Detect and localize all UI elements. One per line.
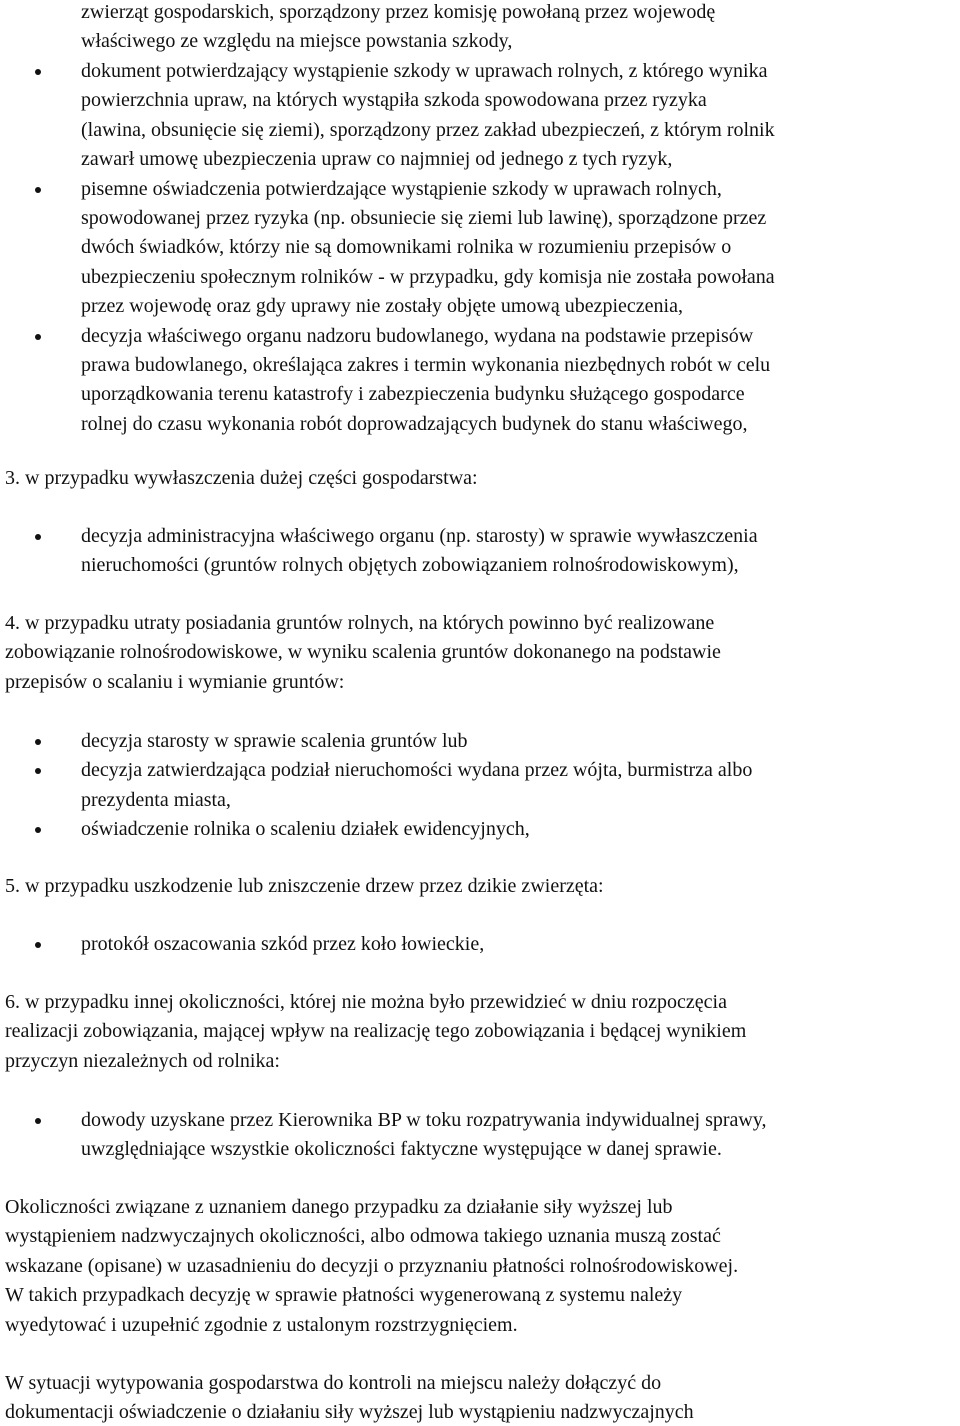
list-item	[81, 930, 484, 959]
heading-line: zobowiązanie rolnośrodowiskowe, w wyniku scalenia gruntów dokonanego na podstawie	[5, 641, 721, 664]
text-line: (lawina, obsunięcie się ziemi), sporządzony przez zakład ubezpieczeń, z którym rolnik	[81, 118, 775, 141]
heading-line: realizacji zobowiązania, mającej wpływ na realizację tego zobowiązania i będącej wynikiem	[5, 1020, 747, 1043]
list-item	[81, 322, 775, 440]
section5-bullet-list	[81, 930, 484, 959]
text-line: decyzja starosty w sprawie scalenia gruntów lub	[81, 730, 468, 752]
text-line: zwierząt gospodarskich, sporządzony przez komisję powołaną przez wojewodę	[81, 1, 716, 23]
text-line: uwzględniające wszystkie okoliczności faktyczne występujące w danej sprawie.	[81, 1138, 722, 1161]
heading-line: 4. w przypadku utraty posiadania gruntów rolnych, na których powinno być realizowane	[5, 612, 715, 634]
text-line: pisemne oświadczenia potwierdzające wystąpienie szkody w uprawach rolnych,	[81, 177, 722, 200]
bullet-icon	[35, 69, 41, 75]
text-line: W sytuacji wytypowania gospodarstwa do kontroli na miejscu należy dołączyć do	[5, 1372, 662, 1394]
paragraph-inspection	[5, 1369, 694, 1426]
section2-bullet-list	[81, 57, 775, 439]
text-line: dokument potwierdzający wystąpienie szkody w uprawach rolnych, z którego wynika	[81, 60, 768, 82]
heading-line: przyczyn niezależnych od rolnika:	[5, 1049, 280, 1072]
text-line: nieruchomości (gruntów rolnych objętych zobowiązaniem rolnośrodowiskowym),	[81, 554, 739, 577]
text-line: W takich przypadkach decyzję w sprawie płatności wygenerowaną z systemu należy	[5, 1284, 683, 1307]
text-line: rolnej do czasu wykonania robót doprowadzających budynek do stanu właściwego,	[81, 412, 748, 435]
text-line: protokół oszacowania szkód przez koło łowieckie,	[81, 933, 485, 955]
text-line: ubezpieczeniu społecznym rolników - w przypadku, gdy komisja nie została powołana	[81, 265, 775, 288]
text-line: decyzja właściwego organu nadzoru budowlanego, wydana na podstawie przepisów	[81, 324, 754, 347]
text-line: dwóch świadków, którzy nie są domownikami rolnika w rozumieniu przepisów o	[81, 236, 732, 259]
list-item	[81, 57, 775, 175]
heading-line: 6. w przypadku innej okoliczności, której nie można było przewidzieć w dniu rozpoczęcia	[5, 991, 727, 1013]
section6-bullet-list	[81, 1106, 767, 1165]
bullet-icon	[35, 534, 41, 540]
text-line: prezydenta miasta,	[81, 788, 231, 811]
list-item	[81, 727, 752, 756]
heading-line: 5. w przypadku uszkodzenie lub zniszczenie drzew przez dzikie zwierzęta:	[5, 875, 604, 897]
section3-heading	[5, 464, 478, 493]
text-line: zawarł umowę ubezpieczenia upraw co najmniej od jednego z tych ryzyk,	[81, 148, 673, 171]
text-line: uporządkowania terenu katastrofy i zabezpieczenia budynku służącego gospodarce	[81, 383, 745, 406]
bullet-icon	[35, 334, 41, 340]
bullet-icon	[35, 942, 41, 948]
text-line: przez wojewodę oraz gdy uprawy nie zostały objęte umową ubezpieczenia,	[81, 295, 683, 318]
text-line: wyedytować i uzupełnić zgodnie z ustalonym rozstrzygnięciem.	[5, 1313, 518, 1336]
list-item	[81, 756, 752, 815]
heading-line: przepisów o scalaniu i wymianie gruntów:	[5, 670, 345, 693]
text-line: dokumentacji oświadczenie o działaniu siły wyższej lub wystąpieniu nadzwyczajnych	[5, 1401, 694, 1424]
section3-bullet-list	[81, 522, 758, 581]
text-line: prawa budowlanego, określająca zakres i termin wykonania niezbędnych robót w celu	[81, 354, 771, 377]
text-line: właściwego ze względu na miejsce powstania szkody,	[81, 30, 513, 53]
bullet-icon	[35, 739, 41, 745]
bullet-icon	[35, 827, 41, 833]
heading-line: 3. w przypadku wywłaszczenia dużej części gospodarstwa:	[5, 467, 478, 489]
text-line: wystąpieniem nadzwyczajnych okoliczności, albo odmowa takiego uznania muszą zostać	[5, 1225, 721, 1248]
text-line: decyzja administracyjna właściwego organu (np. starosty) w sprawie wywłaszczenia	[81, 525, 758, 547]
section4-bullet-list	[81, 727, 752, 845]
text-line: decyzja zatwierdzająca podział nieruchomości wydana przez wójta, burmistrza albo	[81, 759, 753, 782]
text-line: spowodowanej przez ryzyka (np. obsuniecie się ziemi lub lawinę), sporządzone przez	[81, 207, 767, 230]
text-line: dowody uzyskane przez Kierownika BP w toku rozpatrywania indywidualnej sprawy,	[81, 1109, 767, 1131]
list-item	[81, 522, 758, 581]
list-item	[81, 815, 752, 844]
list-item	[81, 175, 775, 322]
text-line: Okoliczności związane z uznaniem danego przypadku za działanie siły wyższej lub	[5, 1196, 673, 1218]
text-line: wskazane (opisane) w uzasadnieniu do decyzji o przyznaniu płatności rolnośrodowiskowej.	[5, 1254, 739, 1277]
paragraph-force-majeure	[5, 1193, 738, 1340]
bullet-icon	[35, 187, 41, 193]
bullet-icon	[35, 768, 41, 774]
section6-heading	[5, 988, 746, 1076]
list-item	[81, 1106, 767, 1165]
bullet-icon	[35, 1118, 41, 1124]
section4-heading	[5, 609, 721, 697]
continuation-text	[81, 0, 715, 57]
section5-heading	[5, 872, 604, 901]
text-line: oświadczenie rolnika o scaleniu działek ewidencyjnych,	[81, 818, 530, 841]
text-line: powierzchnia upraw, na których wystąpiła szkoda spowodowana przez ryzyka	[81, 89, 707, 112]
